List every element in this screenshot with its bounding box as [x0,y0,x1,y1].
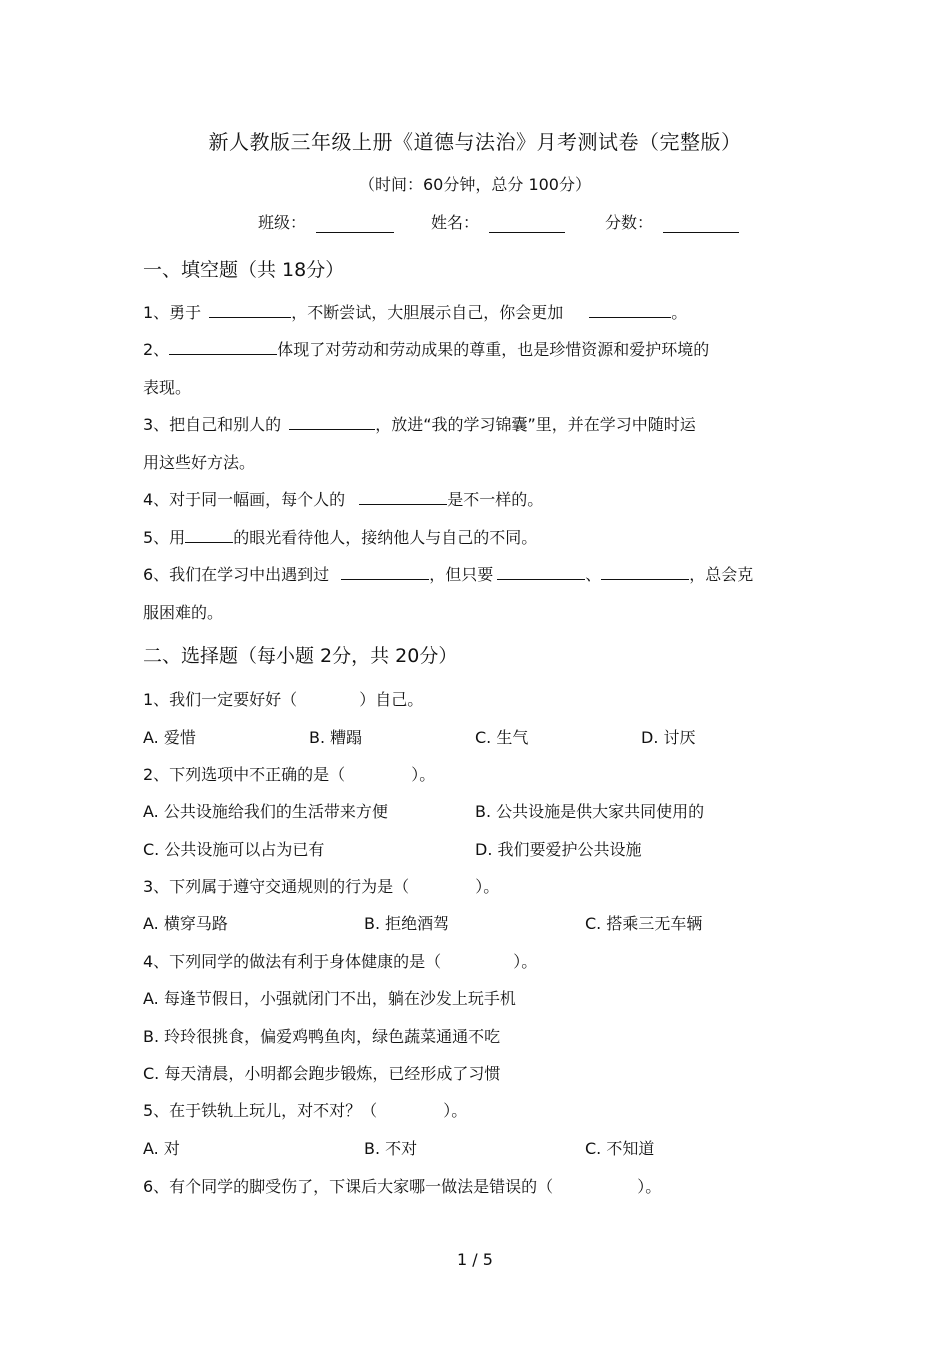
q1-stem: ）自己。 [359,690,424,709]
q2-option-a: A. 公共设施给我们的生活带来方便 [143,802,388,821]
q5-stem: ）。 [443,1101,468,1120]
q3-option-c: C. 搭乘三无车辆 [585,914,703,933]
q1-stem: 1、我们一定要好好（ [143,690,298,709]
choice-question-5 [143,1098,467,1121]
fill-question-2 [143,337,709,360]
answer-blank [185,526,233,543]
q6-stem: ）。 [637,1177,662,1196]
q6-stem: 6、有个同学的脚受伤了，下课后大家哪一做法是错误的（ [143,1177,554,1196]
exam-subtitle: （时间：60分钟，总分 100分） [359,175,591,194]
section1-heading: 一、填空题（共 18分） [143,259,345,281]
answer-blank [359,488,447,505]
q5-text: 5、用 [143,528,186,547]
q4-text: 是不一样的。 [447,490,544,509]
answer-blank [497,563,585,580]
name-field [431,210,565,233]
name-label: 姓名： [431,213,480,232]
choice-question-3 [143,874,499,897]
q6-text: ，但只要 [429,565,494,584]
fill-question-4 [143,487,543,510]
choice-question-6 [143,1174,661,1197]
name-blank [489,214,565,233]
q2-text: 体现了对劳动和劳动成果的尊重，也是珍惜资源和爱护环境的 [277,340,710,359]
q1-text: ，不断尝试，大胆展示自己，你会更加 [291,303,564,322]
fill-question-2-cont: 表现。 [143,378,192,397]
q1-option-d: D. 讨厌 [641,728,696,747]
q6-text: 、 [585,565,602,584]
q2-text: 2、 [143,340,170,359]
q1-option-c: C. 生气 [475,728,529,747]
q1-text: 。 [671,303,688,322]
q4-stem: 4、下列同学的做法有利于身体健康的是（ [143,952,442,971]
q6-text: ，总会克 [689,565,754,584]
answer-blank [341,563,429,580]
q3-stem: 3、下列属于遵守交通规则的行为是（ [143,877,410,896]
fill-question-6-cont: 服困难的。 [143,603,224,622]
choice-question-4 [143,949,537,972]
choice-question-2 [143,762,435,785]
q5-option-b: B. 不对 [364,1139,418,1158]
q4-option-a: A. 每逢节假日，小强就闭门不出，躺在沙发上玩手机 [143,989,516,1008]
q4-text: 4、对于同一幅画，每个人的 [143,490,346,509]
q5-stem: 5、在于铁轨上玩儿，对不对？（ [143,1101,378,1120]
q3-stem: ）。 [475,877,500,896]
q6-text: 6、我们在学习中出遇到过 [143,565,330,584]
q3-text: 3、把自己和别人的 [143,415,282,434]
choice-question-1 [143,687,423,710]
fill-question-5 [143,525,537,548]
q2-option-c: C. 公共设施可以占为已有 [143,840,325,859]
score-field [605,210,739,233]
q3-option-b: B. 拒绝酒驾 [364,914,450,933]
q5-text: 的眼光看待他人，接纳他人与自己的不同。 [233,528,538,547]
q3-option-a: A. 横穿马路 [143,914,228,933]
exam-title: 新人教版三年级上册《道德与法治》月考测试卷（完整版） [208,130,742,154]
score-label: 分数： [605,213,654,232]
q2-stem: 2、下列选项中不正确的是（ [143,765,346,784]
q1-option-a: A. 爱惜 [143,728,196,747]
fill-question-3-cont: 用这些好方法。 [143,453,256,472]
score-blank [663,214,739,233]
class-blank [316,214,394,233]
q1-option-b: B. 糟蹋 [309,728,363,747]
q5-option-a: A. 对 [143,1139,180,1158]
answer-blank [169,338,277,355]
q4-stem: ）。 [513,952,538,971]
q5-option-c: C. 不知道 [585,1139,655,1158]
answer-blank [589,301,671,318]
q1-text: 1、勇于 [143,303,202,322]
page-number: 1 / 5 [457,1250,493,1269]
q4-option-c: C. 每天清晨，小明都会跑步锻炼，已经形成了习惯 [143,1064,501,1083]
section2-heading: 二、选择题（每小题 2分，共 20分） [143,645,458,667]
fill-question-3 [143,412,696,435]
q3-text: ，放进“我的学习锦囊”里，并在学习中随时运 [375,415,696,434]
q2-option-b: B. 公共设施是供大家共同使用的 [475,802,705,821]
fill-question-6 [143,562,753,585]
q4-option-b: B. 玲玲很挑食，偏爱鸡鸭鱼肉，绿色蔬菜通通不吃 [143,1027,501,1046]
answer-blank [289,413,375,430]
q2-stem: ）。 [411,765,436,784]
fill-question-1 [143,300,687,323]
answer-blank [209,301,291,318]
class-label: 班级： [258,213,307,232]
class-field [258,210,394,233]
answer-blank [601,563,689,580]
q2-option-d: D. 我们要爱护公共设施 [475,840,642,859]
